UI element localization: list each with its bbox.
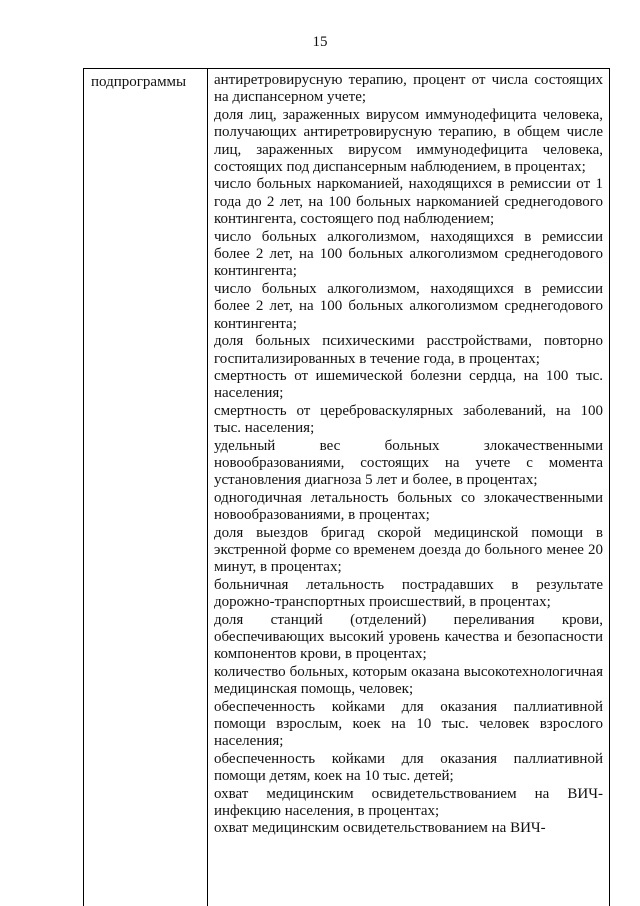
indicator-item: доля выездов бригад скорой медицинской помощи в экстренной форме со временем доезда до больного менее 20 минут, в процентах; xyxy=(214,524,603,576)
indicator-item: смертность от ишемической болезни сердца, на 100 тыс. населения; xyxy=(214,367,603,402)
indicator-item: число больных алкоголизмом, находящихся в ремиссии более 2 лет, на 100 больных алкоголизмом среднегодового контингента; xyxy=(214,228,603,280)
indicator-item: смертность от цереброваскулярных заболеваний, на 100 тыс. населения; xyxy=(214,402,603,437)
indicator-item: антиретровирусную терапию, процент от числа состоящих на диспансерном учете; xyxy=(214,72,603,106)
indicator-item: одногодичная летальность больных со злокачественными новообразованиями, в процентах; xyxy=(214,489,603,524)
indicator-item: доля станций (отделений) переливания крови, обеспечивающих высокий уровень качества и безопасности компонентов крови, в процентах; xyxy=(214,611,603,663)
indicator-item: доля больных психическими расстройствами, повторно госпитализированных в течение года, в процентах; xyxy=(214,333,603,367)
indicator-item: больничная летальность пострадавших в результате дорожно-транспортных происшествий, в процентах; xyxy=(214,576,603,611)
indicator-item: удельный вес больных злокачественными новообразованиями, состоящих на учете с момента установления диагноза 5 лет и более, в процентах; xyxy=(214,437,603,489)
indicator-item: доля лиц, зараженных вирусом иммунодефицита человека, получающих антиретровирусную терапию, в общем числе лиц, зараженных вирусом иммунодефицита человека, состоящих под диспансерным наблюдением, в процентах; xyxy=(214,106,603,176)
indicator-item: обеспеченность койками для оказания паллиативной помощи взрослым, коек на 10 тыс. человек взрослого населения; xyxy=(214,698,603,750)
row-label: подпрограммы xyxy=(91,74,187,90)
indicator-item: количество больных, которым оказана высокотехнологичная медицинская помощь, человек; xyxy=(214,663,603,698)
indicators-table xyxy=(83,68,610,906)
page-number: 15 xyxy=(312,34,328,50)
indicator-item: охват медицинским освидетельствованием на ВИЧ- xyxy=(214,820,546,837)
indicator-item: число больных наркоманией, находящихся в ремиссии от 1 года до 2 лет, на 100 больных наркоманией среднегодового контингента, состоящего под наблюдением; xyxy=(214,176,603,228)
indicator-item: число больных алкоголизмом, находящихся в ремиссии более 2 лет, на 100 больных алкоголизмом среднегодового контингента; xyxy=(214,280,603,332)
indicators-list xyxy=(214,72,603,838)
indicator-item: охват медицинским освидетельствованием на ВИЧ-инфекцию населения, в процентах; xyxy=(214,785,603,820)
indicator-item: обеспеченность койками для оказания паллиативной помощи детям, коек на 10 тыс. детей; xyxy=(214,750,603,785)
column-divider xyxy=(207,69,208,906)
